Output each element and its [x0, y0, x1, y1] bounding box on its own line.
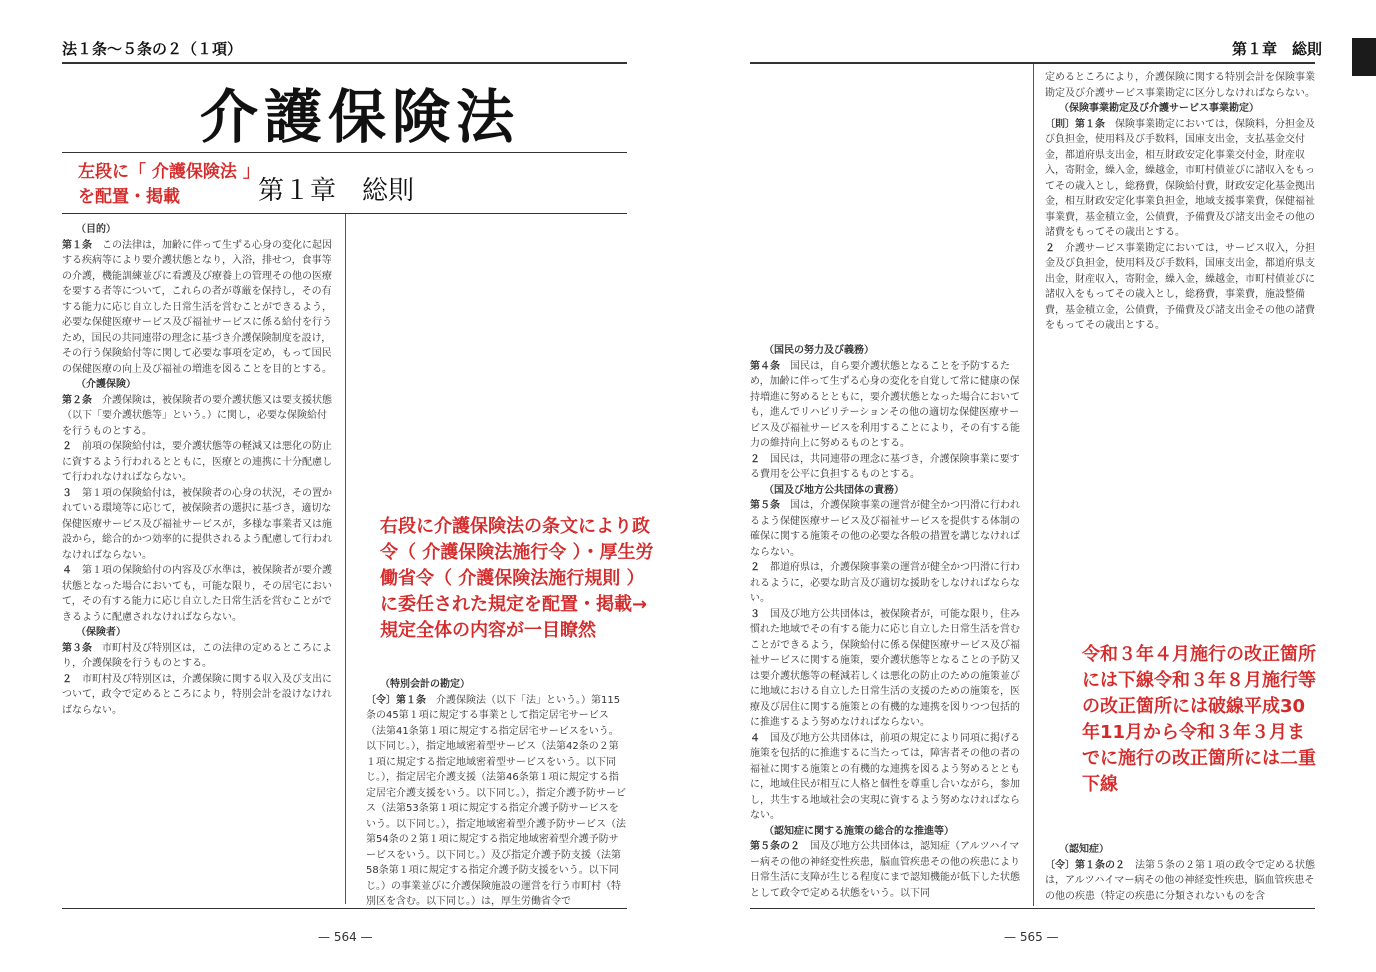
article-caption: （認知症に関する施策の総合的な推進等） [764, 825, 954, 837]
right-footer-rule [750, 908, 1315, 909]
article-caption: （国及び地方公共団体の責務） [764, 484, 904, 496]
article-number: ２ [750, 453, 770, 465]
article-paragraph [750, 607, 1022, 731]
article-number: 〔則〕第１条 [1045, 118, 1115, 130]
article-text: 国及び地方公共団体は，認知症（アルツハイマー病その他の神経変性疾患，脳血管疾患その他の疾患により日常生活に支障が生じる程度にまで認知機能が低下した状態として政令で定める状態をいう。以下同 [750, 841, 1020, 899]
article-paragraph [750, 452, 1022, 483]
article-paragraph [366, 693, 628, 908]
article-text: この法律は，加齢に伴って生ずる心身の変化に起因する疾病等により要介護状態となり，入浴，排せつ，食事等の介護，機能訓練並びに看護及び療養上の管理その他の医療を要する者等について，これらの者が尊厳を保持し，その有する能力に応じ自立した日常生活を営むことができるよう，必要な保健医療サービス及び福祉サービスに係る給付を行うため，国民の共同連帯の理念に基づき介護保険制度を設け，その行う保険給付等に関して必要な事項を定め，もって国民の保健医療の向上及び福祉の増進を図ることを目的とする。 [62, 239, 332, 375]
article-number: ３ [750, 608, 770, 620]
left-running-head: 法１条〜５条の２（１項） [62, 40, 243, 58]
article-number: 〔令〕第１条 [366, 694, 436, 706]
article-caption: （目的） [76, 224, 116, 235]
article-text: 市町村及び特別区は，介護保険に関する収入及び支出について，政令で定めるところにより，特別会計を設けなければならない。 [62, 673, 332, 716]
article-text: 法第５条の２第１項の政令で定める状態は，アルツハイマー病その他の神経変性疾患，脳血管疾患その他の疾患（特定の疾患に分類されないものを含 [1045, 859, 1315, 902]
chapter-tab [1352, 38, 1376, 76]
left-page-number: — 564 — [318, 930, 373, 944]
article-number: 第５条の２ [750, 841, 810, 852]
article-text: 市町村及び特別区は，この法律の定めるところにより，介護保険を行うものとする。 [62, 642, 332, 669]
article-number: 第３条 [62, 642, 102, 654]
article-paragraph [750, 498, 1022, 560]
law-title: 介護保険法 [200, 83, 521, 151]
right-law-column [750, 343, 1022, 903]
article-caption: （介護保険） [76, 379, 136, 390]
amendment-annotation: 令和３年４月施行の改正箇所には下線令和３年８月施行等の改正箇所には破線平成30年11月から令和３年３月までに施行の改正箇所には二重下線 [1082, 644, 1316, 795]
article-text: 国民は，共同連帯の理念に基づき，介護保険事業に要する費用を公平に負担するものとする。 [750, 453, 1020, 480]
article-text: 第１項の保険給付は，被保険者の心身の状況，その置かれている環境等に応じて，被保険者の選択に基づき，適切な保健医療サービス及び福祉サービスが，多様な事業者又は施設から，総合的かつ効率的に提供されるよう配慮して行われなければならない。 [62, 487, 332, 561]
article-text: 介護保険法（以下「法」という。）第115条の45第１項に規定する事業として指定居宅サービス（法第41条第１項に規定する指定居宅サービスをいう。以下同じ。），指定地域密着型サービス（法第42条の２第１項に規定する指定地域密着型サービスをいう。以下同じ。），指定居宅介護支援（法第46条第１項に規定する指定居宅介護支援をいう。以下同じ。），指定介護予防サービス（法第53条第１項に規定する指定介護予防サービスをいう。以下同じ。），指定地域密着型介護予防サービス（法第54条の２第１項に規定する指定地域密着型介護予防サービスをいう。以下同じ。）及び指定介護予防支援（法第58条第１項に規定する指定介護予防支援をいう。以下同じ。）の事業並びに介護保険施設の運営を行う市町村（特別区を含む。以下同じ。）は，厚生労働省令で [366, 694, 626, 907]
article-text: 国は，介護保険事業の運営が健全かつ円滑に行われるよう保健医療サービス及び福祉サービスを提供する体制の確保に関する施策その他の必要な各般の措置を講じなければならない。 [750, 500, 1020, 558]
article-caption: （国民の努力及び義務） [764, 345, 874, 356]
chapter-heading: 第１章 総則 [258, 176, 415, 206]
article-paragraph [750, 560, 1022, 607]
article-caption: （保険事業勘定及び介護サービス事業勘定） [1059, 103, 1259, 114]
article-text: 第１項の保険給付の内容及び水準は，被保険者が要介護状態となった場合においても，可能な限り，その居宅において，その有する能力に応じ自立した日常生活を営むことができるように配慮されなければならない。 [62, 565, 332, 623]
article-text: 都道府県は，介護保険事業の運営が健全かつ円滑に行われるように，必要な助言及び適切な援助をしなければならない。 [750, 562, 1020, 604]
article-number: ３ [62, 487, 82, 499]
article-paragraph [1045, 858, 1315, 905]
left-footer-rule [62, 908, 627, 909]
article-number: ２ [62, 673, 82, 685]
right-page-number: — 565 — [1004, 930, 1059, 944]
right-upper-regulation-column [1045, 70, 1315, 345]
article-number: 第５条 [750, 500, 790, 511]
article-paragraph [62, 439, 334, 486]
article-paragraph [750, 839, 1022, 901]
article-caption: （保険者） [76, 627, 126, 638]
article-text: 保険事業勘定においては，保険料，分担金及び負担金，使用料及び手数料，国庫支出金，支払基金交付金，都道府県支出金，相互財政安定化事業交付金，財産収入，寄附金，繰入金，繰越金，市町村債並びに諸収入をもってその歳入とし，総務費，保険給付費，財政安定化基金拠出金，相互財政安定化事業負担金，地域支援事業費，保健福祉事業費，基金積立金，公債費，予備費及び諸支出金その他の諸費をもってその歳出とする。 [1045, 118, 1315, 238]
left-law-column [62, 222, 334, 722]
article-text: 国及び地方公共団体は，前項の規定により同項に掲げる施策を包括的に推進するに当たっては，障害者その他の者の福祉に関する施策との有機的な連携を図るよう努めるとともに，地域住民が相互に人格と個性を尊重し合いながら，参加し，共生する地域社会の実現に資するよう努めなければならない。 [750, 732, 1020, 821]
article-paragraph [62, 486, 334, 564]
article-paragraph [62, 238, 334, 378]
article-number: 第２条 [62, 394, 102, 406]
article-text: 介護保険は，被保険者の要介護状態又は要支援状態（以下「要介護状態等」という。）に関し，必要な保険給付を行うものとする。 [62, 394, 332, 437]
right-lower-regulation-column [1045, 842, 1315, 904]
article-caption: （特別会計の勘定） [380, 679, 470, 690]
article-number: ２ [1045, 242, 1065, 254]
left-regulation-column [366, 677, 628, 907]
article-number: ４ [62, 565, 82, 576]
article-paragraph [1045, 241, 1315, 334]
title-rule [62, 152, 627, 153]
left-header-rule [62, 62, 627, 64]
right-column-annotation: 右段に介護保険法の条文により政令（ 介護保険法施行令 ）・厚生労働省令（ 介護保険法施行規則 ）に委任された規定を配置・掲載→規定全体の内容が一目瞭然 [380, 516, 654, 641]
article-text: 前項の保険給付は，要介護状態等の軽減又は悪化の防止に資するよう行われるとともに，医療との連携に十分配慮して行われなければならない。 [62, 441, 332, 483]
article-text: 国及び地方公共団体は，被保険者が，可能な限り，住み慣れた地域でその有する能力に応じ自立した日常生活を営むことができるよう，保険給付に係る保健医療サービス及び福祉サービスに関する施策，要介護状態等となることの予防又は要介護状態等の軽減若しくは悪化の防止のための施策並びに地域における自立した日常生活の支援のための施策を，医療及び居住に関する施策との有機的な連携を図りつつ包括的に推進するよう努めなければならない。 [750, 608, 1020, 728]
article-number: 第１条 [62, 239, 102, 251]
article-paragraph [62, 563, 334, 625]
article-number: 第４条 [750, 360, 790, 372]
article-paragraph [1045, 117, 1315, 241]
article-text: 介護サービス事業勘定においては，サービス収入，分担金及び負担金，使用料及び手数料，国庫支出金，都道府県支出金，財産収入，寄附金，繰入金，繰越金，市町村債並びに諸収入をもってその歳入とし，総務費，事業費，施設整備費，基金積立金，公債費，予備費及び諸支出金その他の諸費をもってその歳出とする。 [1045, 242, 1315, 331]
article-paragraph [62, 672, 334, 719]
article-text: 定めるところにより，介護保険に関する特別会計を保険事業勘定及び介護サービス事業勘定に区分しなければならない。 [1045, 72, 1315, 99]
article-caption: （認知症） [1059, 844, 1109, 855]
article-number: ４ [750, 732, 770, 744]
left-column-divider [345, 214, 346, 904]
article-paragraph [62, 641, 334, 672]
article-text: 国民は，自ら要介護状態となることを予防するため，加齢に伴って生ずる心身の変化を自覚して常に健康の保持増進に努めるとともに，要介護状態となった場合においても，進んでリハビリテーションその他の適切な保健医療サービス及び福祉サービスを利用することにより，その有する能力の維持向上に努めるものとする。 [750, 360, 1020, 449]
article-paragraph [1045, 70, 1315, 101]
article-paragraph [750, 359, 1022, 452]
article-paragraph [62, 393, 334, 440]
right-column-divider [1033, 64, 1034, 906]
article-number: 〔令〕第１条の２ [1045, 859, 1135, 871]
article-number: ２ [750, 562, 770, 573]
left-column-annotation: 左段に「 介護保険法 」を配置・掲載 [78, 162, 252, 207]
article-number: ２ [62, 441, 82, 452]
right-running-head: 第１章 総則 [1232, 40, 1323, 58]
article-paragraph [750, 731, 1022, 824]
